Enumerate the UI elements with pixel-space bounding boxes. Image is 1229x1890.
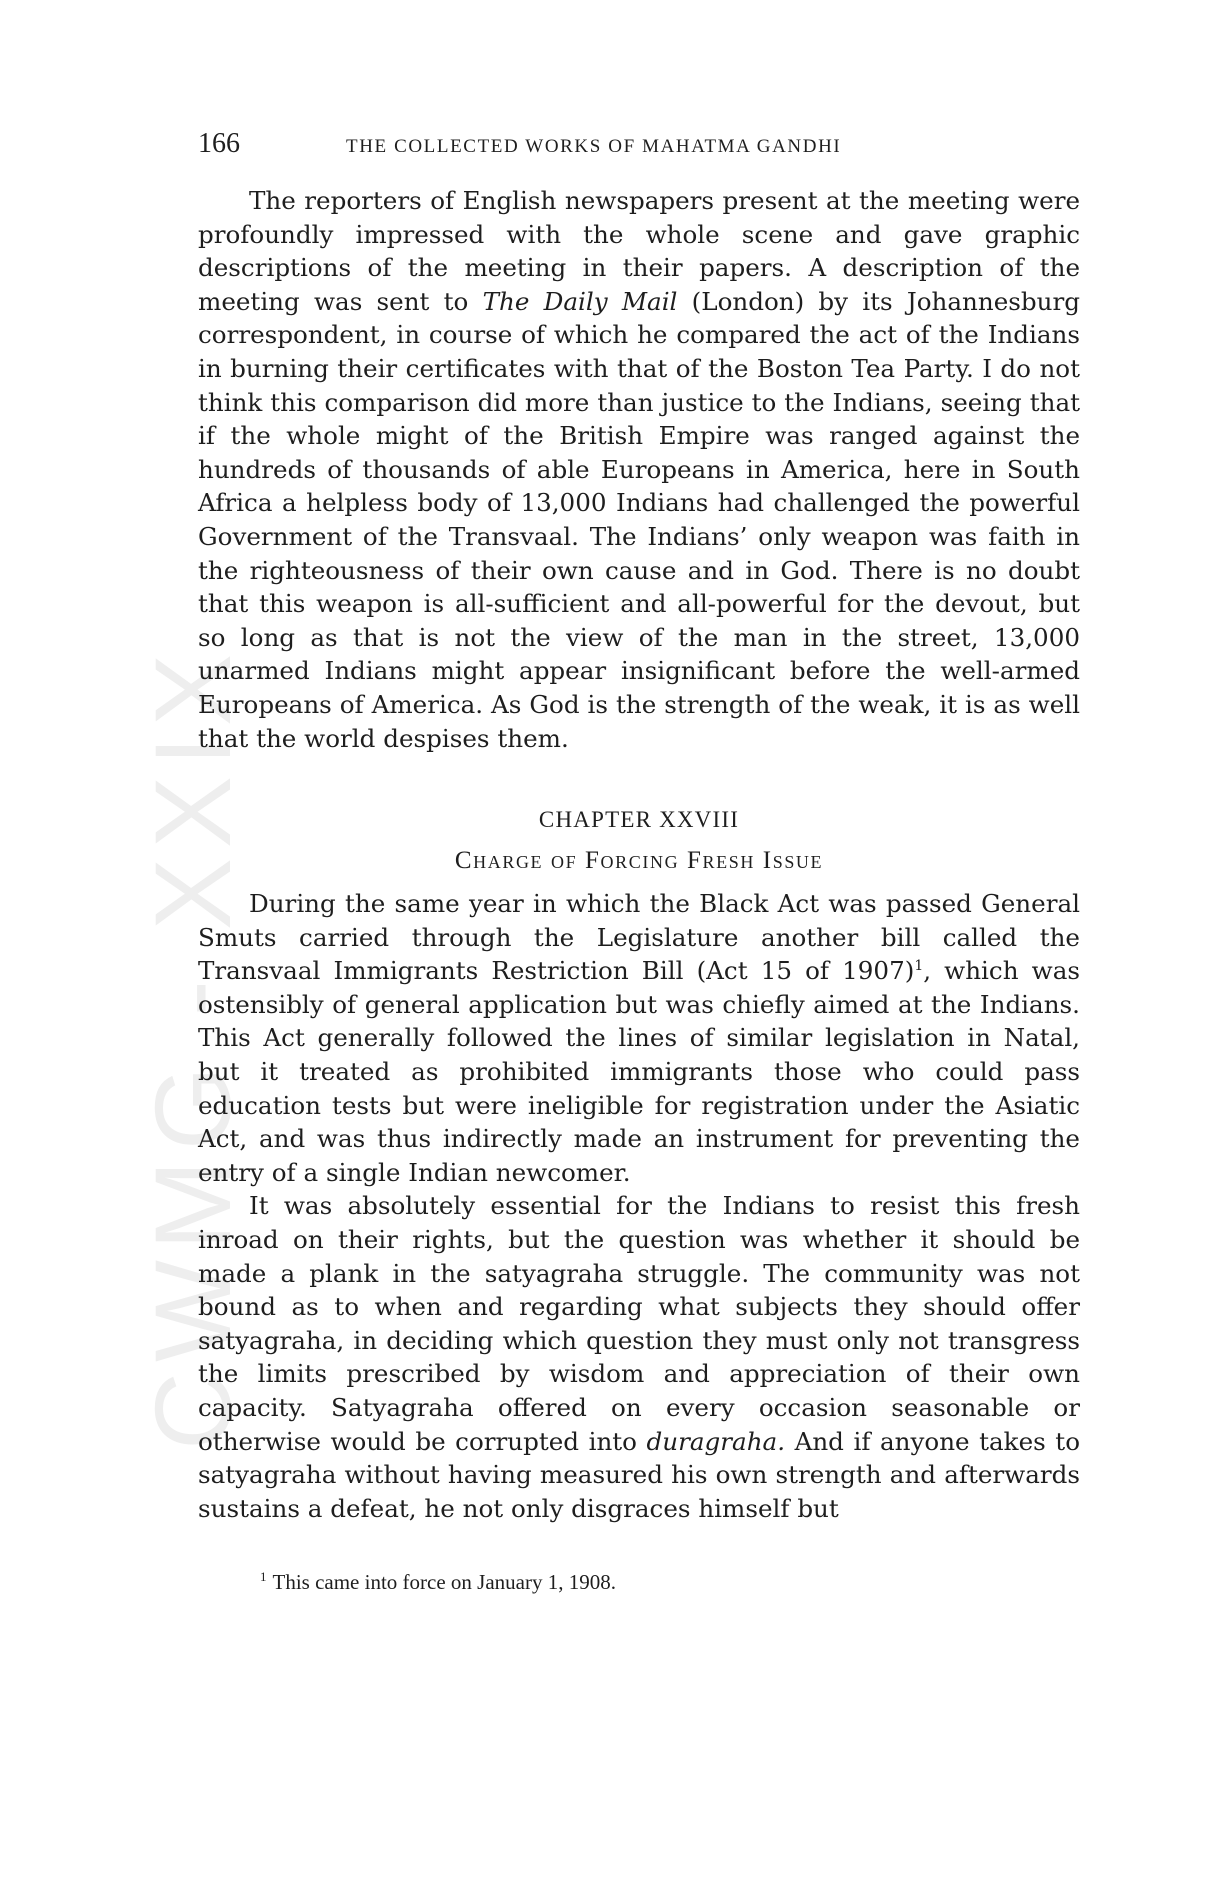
chapter-number: CHAPTER XXVIII (538, 807, 740, 833)
italic-term: duragraha. (646, 1426, 786, 1456)
paragraph-1-text: The reporters of English newspapers present at the meeting were profoundly impressed with the whole scene and gave graphic descriptions of the meeting in their papers. A description of the meeting was sent to (198, 186, 1080, 316)
page-content (198, 128, 1080, 1595)
paragraph-2-rest: , which was ostensibly of general application but was chiefly aimed at the Indians. This Act generally followed the lines of similar legislation in Natal, but it treated as prohibited immigrants those who could pass education tests but were ineligible for registration under the Asiatic Act, and was thus indirectly made an instrument for preventing the entry of a single Indian newcomer. (198, 956, 1080, 1187)
running-head (198, 128, 1080, 162)
watermark: CWMG - XXIX (132, 644, 253, 1450)
paragraph-2-text: During the same year in which the Black Act was passed General Smuts carried through the Legislature another bill called the Transvaal Immigrants Restriction Bill (Act 15 of 1907) (198, 889, 1080, 986)
paragraph-2 (198, 887, 1080, 1189)
paragraph-3-text: It was absolutely essential for the Indians to resist this fresh inroad on their rights, but the question was whether it should be made a plank in the satyagraha struggle. The community was not bound as to when and regarding what subjects they should offer satyagraha, in deciding which question they must only not transgress the limits prescribed by wisdom and appreciation of their own capacity. Satyagraha offered on every occasion seasonable or otherwise would be corrupted into (198, 1191, 1080, 1456)
footnote-text: This came into force on January 1, 1908. (272, 1570, 616, 1595)
footnote-reference[interactable]: 1 (914, 958, 924, 975)
paragraph-1-rest: (London) by its Johannesburg correspondent, in course of which he compared the act of the Indians in burning their certificates with that of the Boston Tea Party. I do not think this comparison did more than justice to the Indians, seeing that if the whole might of the British Empire was ranged against the hundreds of thousands of able Europeans in America, here in South Africa a helpless body of 13,000 Indians had challenged the powerful Government of the Transvaal. The Indians’ only weapon was faith in the righteousness of their own cause and in God. There is no doubt that this weapon is all-sufficient and all-powerful for the devout, but so long as that is not the view of the man in the street, 13,000 unarmed Indians might appear insignificant before the well-armed Europeans of America. As God is the strength of the weak, it is as well that the world despises them. (198, 286, 1080, 753)
paragraph-3 (198, 1189, 1080, 1525)
newspaper-title: The Daily Mail (482, 286, 678, 316)
footnote (198, 1569, 1080, 1595)
chapter-title: Charge of Forcing Fresh Issue (454, 847, 824, 875)
paragraph-1 (198, 184, 1080, 755)
page-number: 166 (198, 128, 240, 159)
paragraph-3-rest: And if anyone takes to satyagraha without having measured his own strength and afterwards sustains a defeat, he not only disgraces himself but (198, 1426, 1080, 1523)
book-title: THE COLLECTED WORKS OF MAHATMA GANDHI (346, 136, 842, 157)
footnote-mark: 1 (260, 1569, 267, 1585)
